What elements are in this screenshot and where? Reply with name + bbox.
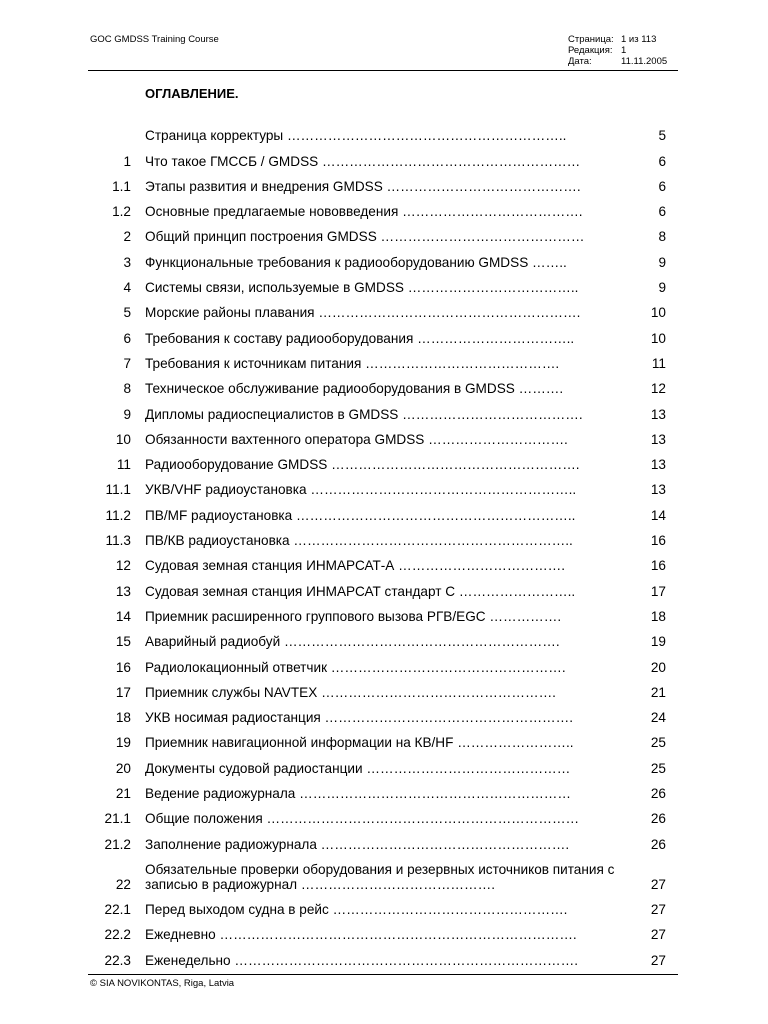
toc-entry-number: 10 [115, 431, 131, 447]
footer-copyright: © SIA NOVIKONTAS, Riga, Latvia [90, 978, 235, 989]
toc-entry-page: 26 [650, 836, 666, 852]
toc-entry-page: 14 [650, 507, 666, 523]
toc-entry[interactable] [88, 143, 678, 168]
toc-entry-page: 21 [650, 684, 666, 700]
toc-entry-page: 20 [650, 659, 666, 675]
toc-entry-title: Аварийный радиобуй ……………………………………………………. [145, 634, 560, 650]
toc-entry-page: 27 [650, 927, 666, 943]
toc-entry[interactable] [88, 219, 678, 244]
date-value: 11.11.2005 [621, 56, 668, 67]
page-title: ОГЛАВЛЕНИЕ. [145, 86, 239, 101]
toc-entry[interactable] [88, 371, 678, 396]
toc-entry-title: Основные предлагаемые нововведения …………………………………. [145, 204, 583, 220]
page-value: 1 из 113 [621, 34, 657, 45]
toc-entry[interactable] [88, 649, 678, 674]
toc-entry-title: Радиооборудование GMDSS ………………………………………………. [145, 457, 580, 473]
toc-entry-page: 13 [650, 457, 666, 473]
toc-entry-title: Дипломы радиоспециалистов в GMDSS …………………………………. [145, 406, 583, 422]
toc-entry-number: 21.1 [104, 811, 131, 827]
toc-entry[interactable] [88, 750, 678, 775]
toc-entry-number: 1.2 [112, 204, 131, 220]
toc-entry[interactable] [88, 472, 678, 497]
toc-entry-page: 9 [658, 280, 666, 296]
toc-entry-number: 6 [123, 330, 131, 346]
toc-entry-page: 5 [658, 128, 666, 144]
toc-entry-title: Общий принцип построения GMDSS ……………………………………… [145, 229, 585, 245]
toc-entry-title: Требования к источникам питания ……………………………………. [145, 355, 560, 371]
toc-entry[interactable] [88, 624, 678, 649]
toc-entry-page: 27 [650, 952, 666, 968]
toc-entry-title: Морские районы плавания …………………………………………………. [145, 305, 581, 321]
toc-entry-page: 12 [650, 381, 666, 397]
toc-entry-page: 18 [650, 608, 666, 624]
toc-entry-number: 9 [123, 406, 131, 422]
course-name: GOC GMDSS Training Course [90, 34, 219, 45]
toc-entry-title: Ведение радиожурнала …………………………………………………… [145, 786, 571, 802]
toc-entry-number: 2 [123, 229, 131, 245]
toc-entry-number: 22.1 [104, 901, 131, 917]
toc-entry-number: 20 [115, 760, 131, 776]
toc-entry-title: Этапы развития и внедрения GMDSS ……………………………………. [145, 178, 581, 194]
toc-entry-title: Обязанности вахтенного оператора GMDSS …………………………. [145, 431, 568, 447]
toc-entry-number: 13 [115, 583, 131, 599]
toc-entry-page: 10 [650, 330, 666, 346]
toc-entry[interactable] [88, 776, 678, 801]
toc-entry-title: Ежедневно ……………………………………………………………………. [145, 927, 577, 943]
toc-entry[interactable] [88, 295, 678, 320]
toc-entry[interactable] [88, 826, 678, 851]
toc-entry-title: Функциональные требования к радиооборудованию GMDSS …….. [145, 254, 567, 270]
toc-entry-number: 12 [115, 558, 131, 574]
toc-entry-title: УКВ/VHF радиоустановка ………………………………………………….. [145, 482, 577, 498]
footer-divider [88, 974, 678, 975]
toc-entry-number: 22 [115, 876, 131, 892]
toc-entry-number: 22.3 [104, 952, 131, 968]
toc-entry[interactable] [88, 194, 678, 219]
toc-entry[interactable] [88, 852, 678, 892]
toc-entry[interactable] [88, 447, 678, 472]
toc-entry-page: 16 [650, 558, 666, 574]
toc-entry[interactable] [88, 497, 678, 522]
toc-entry-number: 7 [123, 355, 131, 371]
toc-entry-number: 21.2 [104, 836, 131, 852]
toc-entry-title: Приемник расширенного группового вызова РГВ/EGC ……………. [145, 608, 562, 624]
toc-entry-page: 16 [650, 533, 666, 549]
toc-entry-page: 25 [650, 760, 666, 776]
toc-entry-number: 1.1 [112, 178, 131, 194]
toc-entry-number: 3 [123, 254, 131, 270]
toc-entry-title: Техническое обслуживание радиооборудования в GMDSS ………. [145, 381, 564, 397]
toc-entry[interactable] [88, 169, 678, 194]
toc-entry-page: 17 [650, 583, 666, 599]
toc-entry-page: 27 [650, 876, 666, 892]
toc-entry-page: 10 [650, 305, 666, 321]
toc-entry-page: 13 [650, 406, 666, 422]
toc-entry-title: УКВ носимая радиостанция ………………………………………………. [145, 710, 574, 726]
toc-entry-page: 11 [651, 355, 666, 371]
edition-value: 1 [621, 45, 627, 56]
toc-entry-title: Обязательные проверки оборудования и резервных источников питания с записью в радиожурнал ……………………………………. [145, 861, 615, 892]
toc-entry[interactable] [88, 244, 678, 269]
toc-entry-title: Еженедельно …………………………………………………………………. [145, 952, 579, 968]
toc-entry-title: ПВ/MF радиоустановка …………………………………………………….. [145, 507, 576, 523]
toc-entry-page: 8 [658, 229, 666, 245]
toc-entry[interactable] [88, 573, 678, 598]
toc-entry-number: 5 [123, 305, 131, 321]
toc-entry[interactable] [88, 917, 678, 942]
toc-entry-page: 13 [650, 431, 666, 447]
date-label: Дата: [568, 56, 592, 67]
toc-entry-title: ПВ/КВ радиоустановка …………………………………………………….. [145, 533, 573, 549]
toc-entry[interactable] [88, 892, 678, 917]
edition-label: Редакция: [568, 45, 613, 56]
header-divider [88, 70, 678, 71]
toc-entry-page: 26 [650, 786, 666, 802]
toc-entry[interactable] [88, 118, 678, 143]
toc-entry-title: Перед выходом судна в рейс ……………………………………………. [145, 901, 568, 917]
toc-entry-number: 22.2 [104, 927, 131, 943]
toc-entry[interactable] [88, 320, 678, 345]
page-label: Страница: [568, 34, 614, 45]
toc-entry-title: Общие положения …………………………………………………………… [145, 811, 580, 827]
toc-entry[interactable] [88, 548, 678, 573]
toc-entry[interactable] [88, 270, 678, 295]
toc-entry-title: Требования к составу радиооборудования …………………………….. [145, 330, 575, 346]
toc-entry-title: Радиолокационный ответчик ……………………………………………. [145, 659, 566, 675]
toc-entry-number: 8 [123, 381, 131, 397]
toc-entry-page: 19 [650, 634, 666, 650]
toc-entry-title: Документы судовой радиостанции ……………………………………… [145, 760, 571, 776]
toc-entry-page: 6 [658, 153, 666, 169]
toc-entry[interactable] [88, 725, 678, 750]
toc-entry-number: 11.2 [105, 507, 131, 523]
toc-entry-number: 4 [123, 280, 131, 296]
toc-entry[interactable] [88, 700, 678, 725]
toc-entry-title: Что такое ГМССБ / GMDSS ………………………………………………… [145, 153, 581, 169]
toc-entry[interactable] [88, 599, 678, 624]
document-meta [568, 34, 667, 67]
toc-entry-page: 6 [658, 178, 666, 194]
toc-entry-title: Приемник службы NAVTEX ……………………………………………. [145, 684, 556, 700]
toc-entry-page: 26 [650, 811, 666, 827]
toc-entry-number: 14 [115, 608, 131, 624]
toc-entry-number: 1 [123, 153, 131, 169]
toc-entry[interactable] [88, 346, 678, 371]
table-of-contents [88, 118, 678, 968]
toc-entry-page: 27 [650, 901, 666, 917]
toc-entry-title: Приемник навигационной информации на КВ/HF …………………….. [145, 735, 574, 751]
toc-entry-title: Судовая земная станция ИНМАРСАТ стандарт С …………………….. [145, 583, 576, 599]
toc-entry-number: 18 [115, 710, 131, 726]
toc-entry-number: 17 [115, 684, 131, 700]
toc-entry-number: 19 [115, 735, 131, 751]
toc-entry-page: 24 [650, 710, 666, 726]
toc-entry[interactable] [88, 396, 678, 421]
toc-entry-title: Судовая земная станция ИНМАРСАТ-А ………………………………. [145, 558, 566, 574]
toc-entry-page: 13 [650, 482, 666, 498]
toc-entry-number: 11 [116, 457, 131, 473]
toc-entry-page: 6 [658, 204, 666, 220]
toc-entry-number: 11.1 [105, 482, 131, 498]
toc-entry-number: 16 [115, 659, 131, 675]
toc-entry-title: Страница корректуры …………………………………………………….. [145, 128, 567, 144]
toc-entry-page: 9 [658, 254, 666, 270]
toc-entry[interactable] [88, 675, 678, 700]
toc-entry[interactable] [88, 422, 678, 447]
toc-entry-page: 25 [650, 735, 666, 751]
toc-entry-title: Заполнение радиожурнала ………………………………………………. [145, 836, 570, 852]
toc-entry[interactable] [88, 523, 678, 548]
toc-entry-number: 21 [115, 786, 131, 802]
toc-entry-title: Системы связи, используемые в GMDSS ……………………………….. [145, 280, 579, 296]
toc-entry-number: 11.3 [105, 533, 131, 549]
toc-entry[interactable] [88, 801, 678, 826]
toc-entry[interactable] [88, 942, 678, 967]
toc-entry-number: 15 [115, 634, 131, 650]
